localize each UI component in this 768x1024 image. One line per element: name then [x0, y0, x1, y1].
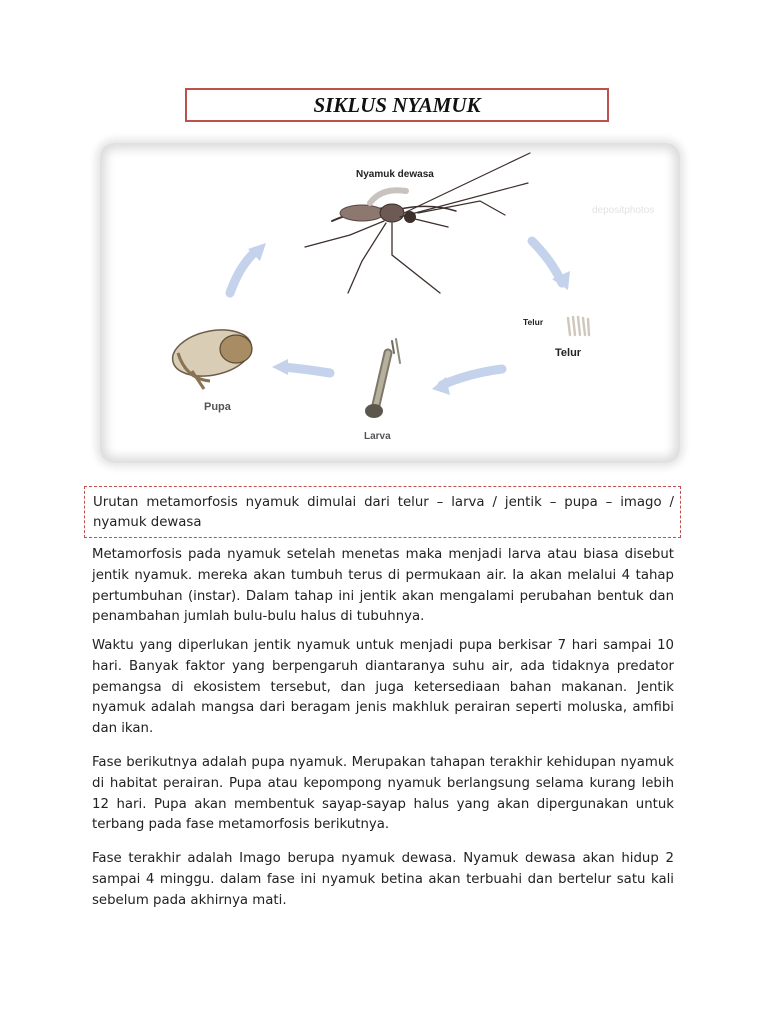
paragraph-1: Metamorfosis pada nyamuk setelah menetas maka menjadi larva atau biasa disebut jentik nyamuk. mereka akan tumbuh terus di permukaan air. Ia akan melalui 4 tahap pertumbuhan (instar). Dalam tahap ini jentik akan mengalami perubahan bentuk dan penambahan jumlah bulu-bulu halus di tubuhnya.: [92, 547, 674, 625]
life-cycle-figure: [100, 143, 680, 463]
eggs-drawing: [568, 317, 589, 335]
page-title: SIKLUS NYAMUK: [313, 92, 481, 117]
pupa-drawing: [168, 323, 255, 389]
arrow-larva-to-pupa-head: [272, 359, 288, 375]
paragraph-3: Fase berikutnya adalah pupa nyamuk. Merupakan tahapan terakhir kehidupan nyamuk di habitat perairan. Pupa atau kepompong nyamuk berlangsung selama kurang lebih 12 hari. Pupa akan membentuk sayap-sayap halus yang akan dipergunakan untuk terbang pada fase metamorfosis berikutnya.: [92, 755, 674, 833]
label-adult-mosquito: Nyamuk dewasa: [356, 169, 434, 180]
arrow-larva-to-pupa: [283, 367, 330, 373]
label-egg-small: Telur: [523, 317, 544, 327]
label-pupa: Pupa: [204, 401, 231, 413]
larva-drawing: [365, 339, 400, 418]
watermark-text: depositphotos: [592, 205, 655, 216]
life-cycle-illustration: [100, 143, 680, 463]
title-box: [185, 88, 609, 122]
arrow-egg-to-larva: [442, 369, 502, 385]
paragraph-2: Waktu yang diperlukan jentik nyamuk untuk menjadi pupa berkisar 7 hari sampai 10 hari. Banyak faktor yang berpengaruh diantaranya suhu air, ada tidaknya predator pemangsa di ekosistem tersebut, dan juga ketersediaan bahan makanan. Jentik nyamuk adalah mangsa dari beragam jenis makhluk perairan seperti moluska, amfibi dan ikan.: [92, 638, 674, 737]
summary-box: Urutan metamorfosis nyamuk dimulai dari telur – larva / jentik – pupa – imago / nyamuk dewasa: [84, 486, 681, 538]
label-larva: Larva: [364, 431, 391, 442]
arrow-pupa-to-adult: [230, 251, 256, 293]
paragraph-4: Fase terakhir adalah Imago berupa nyamuk dewasa. Nyamuk dewasa akan hidup 2 sampai 4 minggu. dalam fase ini nyamuk betina akan terbuahi dan bertelur satu kali sebelum pada akhirnya mati.: [92, 851, 674, 908]
label-egg: Telur: [555, 347, 582, 359]
